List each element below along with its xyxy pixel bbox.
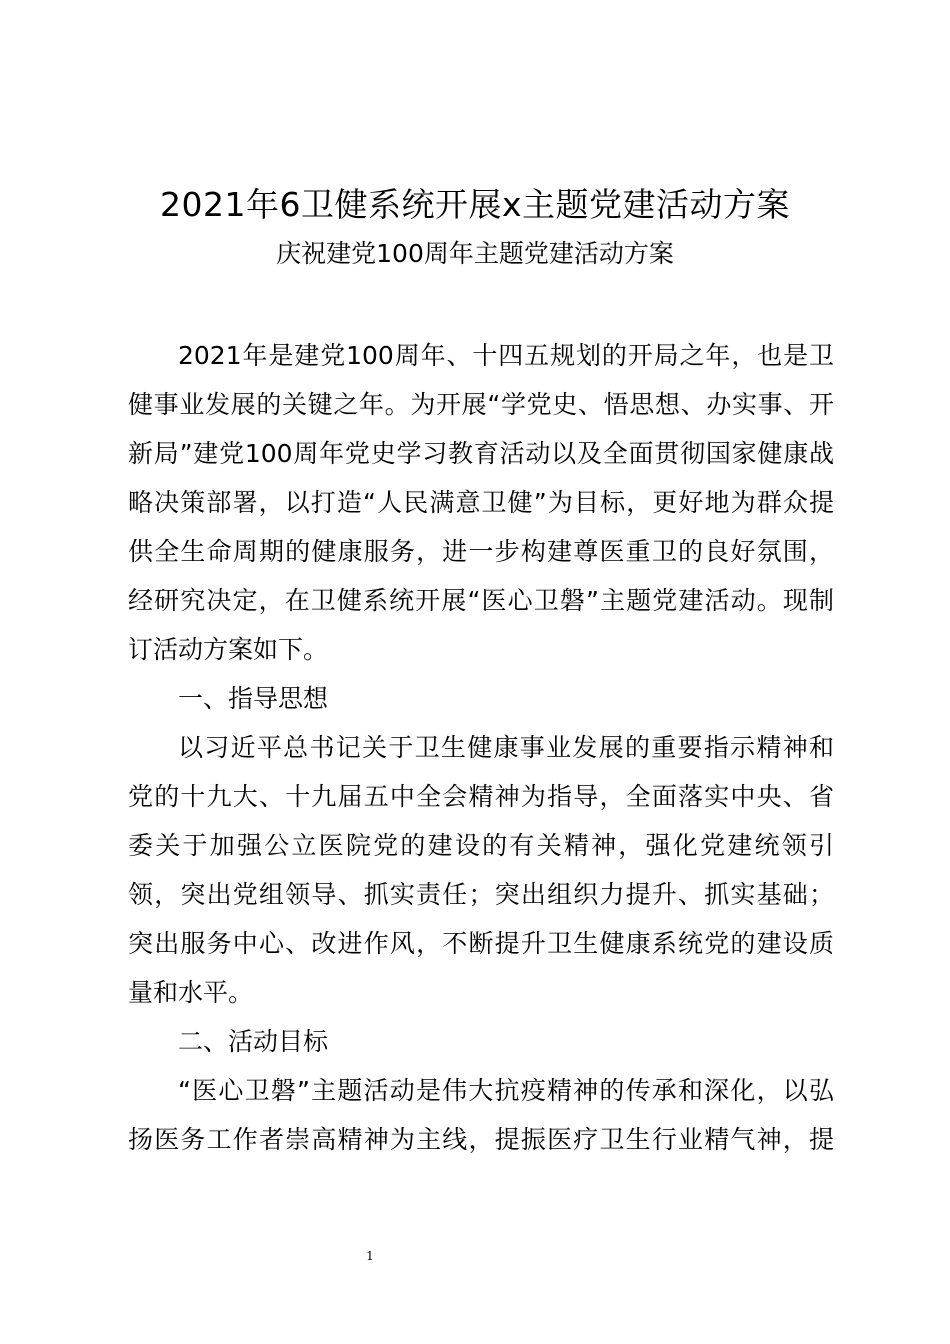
paragraph-line: 订活动方案如下。	[128, 635, 329, 664]
paragraph-line: 新局”建党100周年党史学习教育活动以及全面贯彻国家健康战	[128, 439, 834, 468]
section1-paragraph	[128, 723, 834, 1017]
document-body	[128, 331, 834, 1164]
section-heading-activity-goals	[128, 1017, 834, 1066]
intro-paragraph	[128, 331, 834, 674]
paragraph-line: 突出服务中心、改进作风，不断提升卫生健康系统党的建设质	[128, 929, 834, 958]
paragraph-line: 经研究决定，在卫健系统开展“医心卫磐”主题党建活动。现制	[128, 586, 834, 615]
page-number: 1	[366, 1249, 374, 1263]
section2-paragraph	[128, 1066, 834, 1164]
paragraph-line: 领，突出党组领导、抓实责任；突出组织力提升、抓实基础；	[128, 880, 834, 909]
paragraph-line: 党的十九大、十九届五中全会精神为指导，全面落实中央、省	[128, 782, 834, 811]
paragraph-line: “医心卫磐”主题活动是伟大抗疫精神的传承和深化，以弘	[178, 1076, 834, 1105]
document-title: 2021年6卫健系统开展x主题党建活动方案	[159, 185, 790, 224]
paragraph-line: 健事业发展的关键之年。为开展“学党史、悟思想、办实事、开	[128, 390, 834, 419]
paragraph-line: 2021年是建党100周年、十四五规划的开局之年，也是卫	[178, 341, 834, 370]
section-heading: 二、活动目标	[178, 1027, 329, 1056]
section-heading: 一、指导思想	[178, 684, 329, 713]
paragraph-line: 供全生命周期的健康服务，进一步构建尊医重卫的良好氛围，	[128, 537, 834, 566]
document-subtitle: 庆祝建党100周年主题党建活动方案	[276, 239, 674, 268]
section-heading-guiding-ideology	[128, 674, 834, 723]
paragraph-line: 量和水平。	[128, 978, 254, 1007]
paragraph-line: 扬医务工作者崇高精神为主线，提振医疗卫生行业精气神，提	[128, 1125, 834, 1154]
paragraph-line: 略决策部署，以打造“人民满意卫健”为目标，更好地为群众提	[128, 488, 834, 517]
paragraph-line: 以习近平总书记关于卫生健康事业发展的重要指示精神和	[178, 733, 834, 762]
paragraph-line: 委关于加强公立医院党的建设的有关精神，强化党建统领引	[128, 831, 834, 860]
